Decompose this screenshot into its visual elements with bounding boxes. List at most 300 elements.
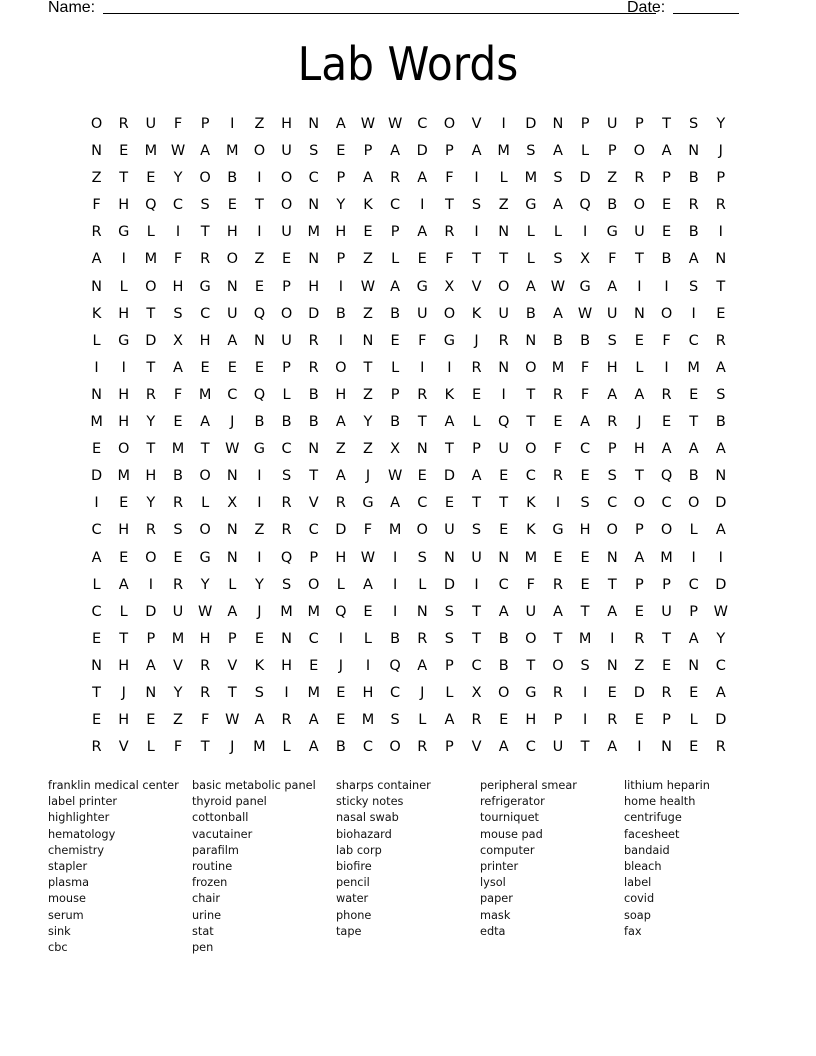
grid-cell[interactable]: M <box>117 468 130 485</box>
grid-cell[interactable]: L <box>146 739 155 756</box>
grid-cell[interactable]: V <box>471 739 482 756</box>
grid-cell[interactable]: I <box>691 549 696 566</box>
grid-cell[interactable]: R <box>607 712 618 729</box>
grid-cell[interactable]: C <box>471 657 482 674</box>
grid-cell[interactable]: I <box>691 305 696 322</box>
grid-cell[interactable]: B <box>227 170 238 187</box>
grid-cell[interactable]: P <box>282 359 291 376</box>
grid-cell[interactable]: G <box>118 332 130 349</box>
grid-cell[interactable]: V <box>227 657 238 674</box>
grid-cell[interactable]: T <box>200 224 210 241</box>
grid-cell[interactable]: E <box>254 630 264 647</box>
grid-cell[interactable]: A <box>308 739 319 756</box>
grid-cell[interactable]: M <box>578 630 592 647</box>
grid-cell[interactable]: A <box>688 251 699 268</box>
grid-cell[interactable]: K <box>526 522 536 539</box>
grid-cell[interactable]: W <box>577 305 593 322</box>
grid-cell[interactable]: R <box>172 576 184 593</box>
grid-cell[interactable]: I <box>230 116 235 132</box>
grid-cell[interactable]: J <box>230 739 235 756</box>
grid-cell[interactable]: O <box>443 305 456 322</box>
grid-cell[interactable]: S <box>173 305 183 322</box>
grid-cell[interactable]: N <box>226 522 238 539</box>
grid-cell[interactable]: N <box>308 441 320 458</box>
grid-cell[interactable]: D <box>715 712 727 729</box>
grid-cell[interactable]: E <box>580 549 590 566</box>
grid-cell[interactable]: R <box>417 630 428 647</box>
grid-cell[interactable]: F <box>445 251 454 268</box>
grid-cell[interactable]: N <box>416 603 428 620</box>
grid-cell[interactable]: H <box>118 712 130 729</box>
grid-cell[interactable]: M <box>497 143 510 160</box>
grid-cell[interactable]: B <box>173 468 183 485</box>
grid-cell[interactable]: I <box>365 657 371 674</box>
grid-cell[interactable]: O <box>660 522 673 539</box>
grid-cell[interactable]: A <box>634 549 645 566</box>
grid-cell[interactable]: Z <box>91 170 102 187</box>
grid-cell[interactable]: J <box>338 657 343 674</box>
grid-cell[interactable]: I <box>582 684 588 701</box>
grid-cell[interactable]: D <box>443 468 455 485</box>
grid-cell[interactable]: E <box>689 684 699 701</box>
grid-cell[interactable]: E <box>444 495 454 512</box>
grid-cell[interactable]: T <box>200 739 210 756</box>
grid-cell[interactable]: B <box>688 468 699 485</box>
grid-cell[interactable]: V <box>118 739 129 756</box>
grid-cell[interactable]: I <box>718 549 723 566</box>
grid-cell[interactable]: N <box>715 468 727 485</box>
grid-cell[interactable]: P <box>445 143 454 160</box>
grid-cell[interactable]: H <box>118 414 130 431</box>
grid-cell[interactable]: O <box>443 116 456 132</box>
grid-cell[interactable]: A <box>227 332 238 349</box>
grid-cell[interactable]: F <box>173 386 183 403</box>
grid-cell[interactable]: L <box>418 712 427 729</box>
grid-cell[interactable]: U <box>444 522 455 539</box>
grid-cell[interactable]: A <box>118 576 129 593</box>
grid-cell[interactable]: Q <box>280 549 293 566</box>
grid-cell[interactable]: E <box>91 441 102 458</box>
grid-cell[interactable]: M <box>660 549 673 566</box>
grid-cell[interactable]: F <box>173 251 183 268</box>
grid-cell[interactable]: N <box>308 197 320 214</box>
grid-cell[interactable]: P <box>363 143 373 160</box>
grid-cell[interactable]: R <box>91 739 102 756</box>
grid-cell[interactable]: U <box>471 549 482 566</box>
grid-cell[interactable]: X <box>471 684 482 701</box>
grid-cell[interactable]: D <box>335 522 347 539</box>
grid-cell[interactable]: T <box>200 441 210 458</box>
grid-cell[interactable]: Z <box>335 441 346 458</box>
grid-cell[interactable]: E <box>499 712 509 729</box>
grid-cell[interactable]: W <box>225 712 240 729</box>
grid-cell[interactable]: U <box>661 603 672 620</box>
grid-cell[interactable]: B <box>661 251 672 268</box>
grid-cell[interactable]: K <box>444 386 455 403</box>
grid-cell[interactable]: W <box>225 441 240 458</box>
grid-cell[interactable]: D <box>90 468 103 485</box>
grid-cell[interactable]: E <box>607 684 617 701</box>
grid-cell[interactable]: S <box>689 116 699 132</box>
grid-cell[interactable]: C <box>390 684 401 701</box>
grid-cell[interactable]: A <box>200 143 211 160</box>
grid-cell[interactable]: L <box>92 576 101 593</box>
grid-cell[interactable]: P <box>689 603 699 620</box>
grid-cell[interactable]: U <box>498 305 509 322</box>
grid-cell[interactable]: L <box>526 224 535 241</box>
grid-cell[interactable]: H <box>281 657 292 674</box>
grid-cell[interactable]: J <box>718 143 723 160</box>
grid-cell[interactable]: Q <box>335 603 347 620</box>
grid-cell[interactable]: E <box>227 359 237 376</box>
grid-cell[interactable]: E <box>281 251 292 268</box>
grid-cell[interactable]: A <box>417 657 428 674</box>
grid-cell[interactable]: A <box>715 684 726 701</box>
grid-cell[interactable]: C <box>525 739 536 756</box>
grid-cell[interactable]: Z <box>498 197 509 214</box>
grid-cell[interactable]: T <box>92 684 101 701</box>
grid-cell[interactable]: P <box>227 630 237 647</box>
grid-cell[interactable]: P <box>200 116 210 132</box>
grid-cell[interactable]: E <box>336 684 346 701</box>
grid-cell[interactable]: I <box>637 278 642 295</box>
grid-cell[interactable]: E <box>661 657 672 674</box>
grid-cell[interactable]: L <box>228 576 237 593</box>
grid-cell[interactable]: P <box>390 386 400 403</box>
grid-cell[interactable]: R <box>715 197 726 214</box>
grid-cell[interactable]: F <box>580 359 590 376</box>
grid-cell[interactable]: H <box>335 386 347 403</box>
grid-cell[interactable]: E <box>119 495 129 512</box>
grid-cell[interactable]: N <box>606 549 618 566</box>
grid-cell[interactable]: R <box>308 359 319 376</box>
grid-cell[interactable]: N <box>308 116 320 132</box>
grid-cell[interactable]: M <box>253 739 266 756</box>
grid-cell[interactable]: O <box>416 522 428 539</box>
grid-cell[interactable]: C <box>390 197 401 214</box>
grid-cell[interactable]: R <box>390 170 401 187</box>
grid-cell[interactable]: W <box>387 468 403 485</box>
grid-cell[interactable]: E <box>661 197 672 214</box>
grid-cell[interactable]: G <box>552 522 564 539</box>
grid-cell[interactable]: I <box>664 359 669 376</box>
grid-cell[interactable]: M <box>144 143 158 160</box>
grid-cell[interactable]: C <box>362 739 374 756</box>
grid-cell[interactable]: I <box>257 468 262 485</box>
grid-cell[interactable]: P <box>635 522 644 539</box>
grid-cell[interactable]: T <box>662 116 671 132</box>
grid-cell[interactable]: M <box>307 224 320 241</box>
grid-cell[interactable]: B <box>580 332 591 349</box>
grid-cell[interactable]: A <box>91 251 102 268</box>
grid-cell[interactable]: I <box>257 549 262 566</box>
grid-cell[interactable]: C <box>308 630 319 647</box>
grid-cell[interactable]: I <box>284 684 289 701</box>
grid-cell[interactable]: R <box>200 684 211 701</box>
grid-cell[interactable]: R <box>661 684 672 701</box>
grid-cell[interactable]: W <box>360 116 376 132</box>
grid-cell[interactable]: B <box>281 414 292 431</box>
grid-cell[interactable]: U <box>281 224 292 241</box>
grid-cell[interactable]: L <box>499 170 508 187</box>
grid-cell[interactable]: I <box>501 386 506 403</box>
grid-cell[interactable]: L <box>119 603 128 620</box>
grid-cell[interactable]: P <box>445 739 454 756</box>
grid-cell[interactable]: U <box>552 739 564 756</box>
grid-cell[interactable]: S <box>580 657 590 674</box>
grid-cell[interactable]: R <box>634 170 645 187</box>
grid-cell[interactable]: M <box>280 603 293 620</box>
grid-cell[interactable]: S <box>607 468 617 485</box>
grid-cell[interactable]: R <box>471 359 482 376</box>
grid-cell[interactable]: I <box>474 224 479 241</box>
grid-cell[interactable]: C <box>715 657 726 674</box>
grid-cell[interactable]: N <box>226 549 238 566</box>
grid-cell[interactable]: S <box>200 197 210 214</box>
grid-cell[interactable]: O <box>145 278 157 295</box>
grid-cell[interactable]: B <box>335 305 346 322</box>
grid-cell[interactable]: A <box>390 278 401 295</box>
grid-cell[interactable]: R <box>552 386 563 403</box>
grid-cell[interactable]: A <box>91 549 102 566</box>
grid-cell[interactable]: A <box>498 739 509 756</box>
grid-cell[interactable]: A <box>553 143 563 160</box>
grid-cell[interactable]: L <box>391 251 400 268</box>
grid-cell[interactable]: H <box>118 386 130 403</box>
grid-cell[interactable]: I <box>447 359 452 376</box>
grid-cell[interactable]: P <box>607 143 617 160</box>
grid-cell[interactable]: B <box>308 386 319 403</box>
grid-cell[interactable]: A <box>715 359 726 376</box>
grid-cell[interactable]: R <box>688 197 699 214</box>
grid-cell[interactable]: E <box>634 603 644 620</box>
grid-cell[interactable]: Z <box>363 305 373 322</box>
grid-cell[interactable]: G <box>199 549 211 566</box>
grid-cell[interactable]: T <box>254 197 264 214</box>
grid-cell[interactable]: W <box>197 603 213 620</box>
grid-cell[interactable]: O <box>633 197 646 214</box>
grid-cell[interactable]: L <box>472 414 481 431</box>
grid-cell[interactable]: T <box>689 414 699 431</box>
grid-cell[interactable]: Y <box>716 630 726 647</box>
grid-cell[interactable]: P <box>662 170 671 187</box>
grid-cell[interactable]: T <box>634 251 644 268</box>
grid-cell[interactable]: E <box>661 414 672 431</box>
grid-cell[interactable]: I <box>474 576 479 593</box>
grid-cell[interactable]: I <box>338 630 343 647</box>
grid-cell[interactable]: Q <box>660 468 673 485</box>
grid-cell[interactable]: E <box>634 712 644 729</box>
grid-cell[interactable]: B <box>552 332 563 349</box>
grid-cell[interactable]: Q <box>145 197 157 214</box>
grid-cell[interactable]: D <box>416 143 428 160</box>
grid-cell[interactable]: A <box>471 143 482 160</box>
grid-cell[interactable]: Z <box>254 522 265 539</box>
grid-cell[interactable]: O <box>307 576 320 593</box>
grid-cell[interactable]: P <box>390 224 400 241</box>
grid-cell[interactable]: C <box>308 170 319 187</box>
grid-cell[interactable]: G <box>579 278 591 295</box>
grid-cell[interactable]: Z <box>634 657 645 674</box>
grid-cell[interactable]: N <box>226 278 238 295</box>
grid-cell[interactable]: S <box>716 386 726 403</box>
grid-cell[interactable]: I <box>121 359 126 376</box>
grid-cell[interactable]: I <box>474 170 479 187</box>
grid-cell[interactable]: A <box>688 630 699 647</box>
grid-cell[interactable]: Y <box>254 576 264 593</box>
grid-cell[interactable]: N <box>633 305 645 322</box>
grid-cell[interactable]: B <box>525 305 536 322</box>
grid-cell[interactable]: L <box>282 386 291 403</box>
grid-cell[interactable]: B <box>688 170 699 187</box>
grid-cell[interactable]: S <box>471 522 482 539</box>
grid-cell[interactable]: L <box>282 739 291 756</box>
grid-cell[interactable]: O <box>280 170 293 187</box>
grid-cell[interactable]: R <box>444 224 455 241</box>
grid-cell[interactable]: H <box>118 657 130 674</box>
grid-cell[interactable]: B <box>688 224 699 241</box>
grid-cell[interactable]: D <box>715 495 727 512</box>
grid-cell[interactable]: R <box>417 386 428 403</box>
grid-cell[interactable]: A <box>363 576 373 593</box>
grid-cell[interactable]: G <box>443 332 456 349</box>
grid-cell[interactable]: A <box>444 712 455 729</box>
grid-cell[interactable]: R <box>172 495 184 512</box>
grid-cell[interactable]: T <box>119 170 129 187</box>
grid-cell[interactable]: D <box>443 576 455 593</box>
grid-cell[interactable]: P <box>309 549 319 566</box>
grid-cell[interactable]: I <box>718 224 723 241</box>
grid-cell[interactable]: V <box>471 116 482 132</box>
grid-cell[interactable]: O <box>280 197 293 214</box>
grid-cell[interactable]: T <box>553 630 563 647</box>
grid-cell[interactable]: S <box>580 495 590 512</box>
grid-cell[interactable]: B <box>607 197 618 214</box>
grid-cell[interactable]: T <box>146 441 156 458</box>
grid-cell[interactable]: M <box>171 441 185 458</box>
grid-cell[interactable]: E <box>227 197 237 214</box>
grid-cell[interactable]: I <box>94 359 99 376</box>
grid-cell[interactable]: O <box>199 468 211 485</box>
grid-cell[interactable]: P <box>445 657 454 674</box>
grid-cell[interactable]: L <box>526 251 535 268</box>
grid-cell[interactable]: I <box>392 549 398 566</box>
grid-cell[interactable]: H <box>281 116 292 132</box>
grid-cell[interactable]: F <box>662 332 671 349</box>
grid-cell[interactable]: E <box>91 630 102 647</box>
grid-cell[interactable]: H <box>633 441 645 458</box>
grid-cell[interactable]: Y <box>716 116 726 132</box>
grid-cell[interactable]: N <box>281 630 292 647</box>
grid-cell[interactable]: E <box>336 712 346 729</box>
grid-cell[interactable]: N <box>688 657 700 674</box>
grid-cell[interactable]: U <box>606 116 618 132</box>
grid-cell[interactable]: L <box>201 495 210 512</box>
grid-cell[interactable]: T <box>363 359 373 376</box>
grid-cell[interactable]: A <box>335 414 346 431</box>
grid-cell[interactable]: P <box>282 278 291 295</box>
grid-cell[interactable]: O <box>660 305 673 322</box>
grid-cell[interactable]: Z <box>363 441 373 458</box>
grid-cell[interactable]: B <box>390 414 401 431</box>
grid-cell[interactable]: T <box>607 576 617 593</box>
grid-cell[interactable]: T <box>634 468 644 485</box>
grid-cell[interactable]: T <box>499 251 509 268</box>
grid-cell[interactable]: A <box>471 468 482 485</box>
grid-cell[interactable]: C <box>91 603 102 620</box>
grid-cell[interactable]: N <box>525 332 537 349</box>
grid-cell[interactable]: N <box>443 549 455 566</box>
grid-cell[interactable]: I <box>257 224 262 241</box>
grid-cell[interactable]: S <box>281 576 292 593</box>
grid-cell[interactable]: F <box>173 739 183 756</box>
grid-cell[interactable]: T <box>472 251 481 268</box>
grid-cell[interactable]: A <box>688 441 699 458</box>
grid-cell[interactable]: R <box>308 332 319 349</box>
grid-cell[interactable]: E <box>553 549 563 566</box>
grid-cell[interactable]: A <box>417 170 428 187</box>
grid-cell[interactable]: A <box>227 603 238 620</box>
grid-cell[interactable]: W <box>550 278 566 295</box>
grid-cell[interactable]: M <box>144 251 158 268</box>
grid-cell[interactable]: T <box>526 414 536 431</box>
grid-cell[interactable]: T <box>309 468 319 485</box>
grid-cell[interactable]: G <box>606 224 618 241</box>
grid-cell[interactable]: P <box>716 170 726 187</box>
grid-cell[interactable]: L <box>391 359 400 376</box>
grid-cell[interactable]: A <box>525 278 536 295</box>
grid-cell[interactable]: W <box>360 278 376 295</box>
grid-cell[interactable]: E <box>119 549 129 566</box>
grid-cell[interactable]: R <box>200 657 211 674</box>
grid-cell[interactable]: A <box>580 414 591 431</box>
grid-cell[interactable]: C <box>498 576 509 593</box>
grid-cell[interactable]: O <box>389 739 401 756</box>
grid-cell[interactable]: O <box>687 495 700 512</box>
grid-cell[interactable]: N <box>661 739 672 756</box>
grid-cell[interactable]: N <box>688 143 700 160</box>
grid-cell[interactable]: R <box>552 684 563 701</box>
grid-cell[interactable]: T <box>580 739 590 756</box>
grid-cell[interactable]: C <box>580 441 591 458</box>
grid-cell[interactable]: A <box>363 170 373 187</box>
grid-cell[interactable]: I <box>420 359 425 376</box>
grid-cell[interactable]: B <box>715 414 726 431</box>
grid-cell[interactable]: O <box>90 116 103 132</box>
grid-cell[interactable]: L <box>92 332 101 349</box>
grid-cell[interactable]: E <box>499 468 509 485</box>
grid-cell[interactable]: L <box>146 224 155 241</box>
grid-cell[interactable]: I <box>392 576 398 593</box>
grid-cell[interactable]: Z <box>254 251 265 268</box>
grid-cell[interactable]: L <box>336 576 345 593</box>
grid-cell[interactable]: U <box>172 603 184 620</box>
grid-cell[interactable]: E <box>91 712 102 729</box>
grid-cell[interactable]: B <box>498 630 509 647</box>
grid-cell[interactable]: R <box>145 522 156 539</box>
grid-cell[interactable]: R <box>552 576 563 593</box>
grid-cell[interactable]: E <box>634 332 644 349</box>
grid-cell[interactable]: A <box>335 468 346 485</box>
grid-cell[interactable]: N <box>362 332 374 349</box>
grid-cell[interactable]: A <box>661 143 672 160</box>
grid-cell[interactable]: N <box>498 224 510 241</box>
grid-cell[interactable]: N <box>606 657 618 674</box>
grid-cell[interactable]: T <box>526 386 536 403</box>
grid-cell[interactable]: S <box>254 684 265 701</box>
grid-cell[interactable]: N <box>91 278 102 295</box>
grid-cell[interactable]: A <box>715 522 726 539</box>
